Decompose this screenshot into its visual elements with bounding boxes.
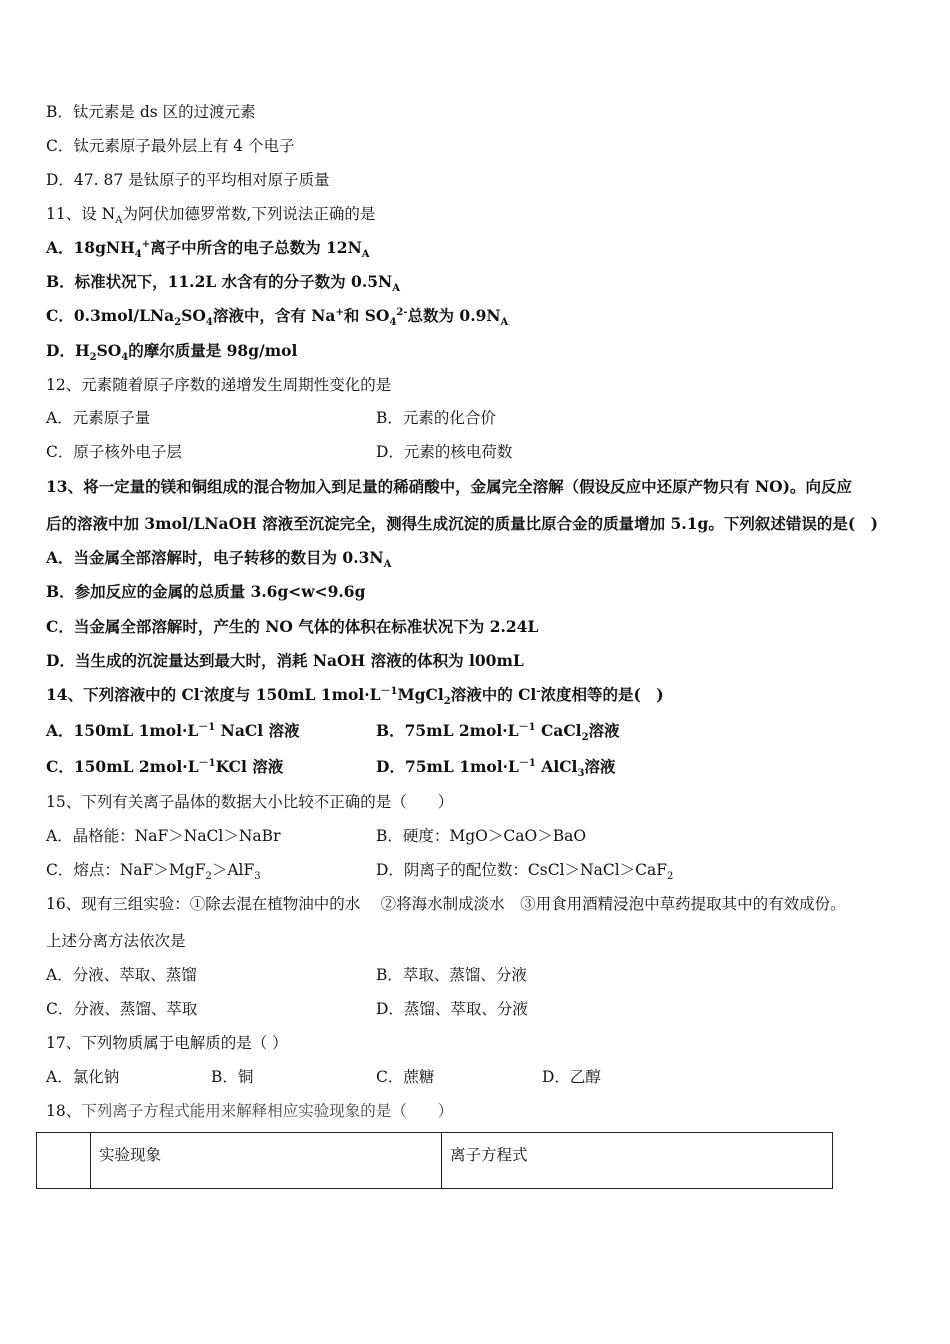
q17-stem: 17、下列物质属于电解质的是（ ）	[46, 1034, 288, 1052]
table-header-cell	[37, 1133, 91, 1189]
q15-option-c: C．熔点：NaF＞MgF$_2$＞AlF$_3$	[46, 861, 261, 883]
q12-option-c: C．原子核外电子层	[46, 443, 182, 461]
q12-stem: 12、元素随着原子序数的递增发生周期性变化的是	[46, 376, 392, 394]
q13-option-c: C．当金属全部溶解时，产生的 NO 气体的体积在标准状况下为 2.24L	[46, 617, 539, 636]
q14-option-d: D．75mL $1mol\cdot L^{-1}$ AlCl$_3$溶液	[376, 757, 616, 780]
q14-option-a: A．150mL $1mol\cdot L^{-1}$ NaCl 溶液	[46, 721, 300, 740]
table-row	[37, 1133, 833, 1189]
q11-option-b: B．标准状况下，11.2L 水含有的分子数为 $0.5N_A$	[46, 272, 400, 295]
q10-option-c: C．钛元素原子最外层上有 4 个电子	[46, 137, 295, 155]
q12-option-d: D．元素的核电荷数	[376, 443, 513, 461]
q10-option-d: D．47. 87 是钛原子的平均相对原子质量	[46, 171, 330, 189]
q12-option-b: B．元素的化合价	[376, 409, 496, 427]
q17-option-a: A．氯化钠	[46, 1068, 120, 1086]
q11-option-c: C．$0.3mol/LNa_2SO_4$溶液中，含有 Na+和 $SO_4^{2-}$总数为 $0.9N_A$	[46, 306, 509, 329]
q16-stem-line1: 16、现有三组实验：①除去混在植物油中的水 ②将海水制成淡水 ③用食用酒精浸泡中草药提取其中的有效成份。	[46, 895, 846, 913]
q18-stem: 18、下列离子方程式能用来解释相应实验现象的是（ ）	[46, 1102, 454, 1120]
q17-option-b: B．铜	[211, 1068, 254, 1086]
q12-option-a: A．元素原子量	[46, 409, 151, 427]
q15-stem: 15、下列有关离子晶体的数据大小比较不正确的是（ ）	[46, 793, 454, 811]
q13-option-b: B．参加反应的金属的总质量 3.6g<w<9.6g	[46, 582, 366, 601]
q14-stem: 14、下列溶液中的 Cl-浓度与 150mL $1mol\cdot L^{-1}MgCl_2$溶液中的 Cl-浓度相等的是( )	[46, 685, 664, 708]
table-header-cell: 实验现象	[91, 1133, 442, 1189]
q16-option-b: B．萃取、蒸馏、分液	[376, 966, 527, 984]
q16-option-a: A．分液、萃取、蒸馏	[46, 966, 197, 984]
q11-stem: 11、设 $N_A$为阿伏加德罗常数,下列说法正确的是	[46, 205, 376, 227]
q16-option-d: D．蒸馏、萃取、分液	[376, 1000, 528, 1018]
q10-option-b: B．钛元素是 ds 区的过渡元素	[46, 103, 256, 121]
q13-stem-line2: 后的溶液中加 3mol/LNaOH 溶液至沉淀完全，测得生成沉淀的质量比原合金的质量增加 5.1g。下列叙述错误的是( )	[46, 514, 878, 533]
q11-option-d: D．$H_2SO_4$的摩尔质量是 98g/mol	[46, 341, 298, 364]
q15-option-d: D．阴离子的配位数：CsCl＞NaCl＞CaF$_2$	[376, 861, 674, 883]
q15-option-a: A．晶格能：NaF＞NaCl＞NaBr	[46, 827, 281, 845]
q17-option-d: D．乙醇	[542, 1068, 601, 1086]
q17-option-c: C．蔗糖	[376, 1068, 435, 1086]
q16-stem-line2: 上述分离方法依次是	[46, 932, 186, 950]
table-header-cell: 离子方程式	[442, 1133, 833, 1189]
q14-option-b: B．75mL $2mol\cdot L^{-1}$ CaCl$_2$溶液	[376, 721, 620, 744]
q13-option-d: D．当生成的沉淀量达到最大时，消耗 NaOH 溶液的体积为 l00mL	[46, 651, 524, 670]
q14-option-c: C．150mL $2mol\cdot L^{-1}KCl$ 溶液	[46, 757, 284, 776]
q18-table	[36, 1132, 833, 1189]
q16-option-c: C．分液、蒸馏、萃取	[46, 1000, 198, 1018]
q13-option-a: A．当金属全部溶解时，电子转移的数目为 $0.3N_A$	[46, 548, 392, 571]
q13-stem-line1: 13、将一定量的镁和铜组成的混合物加入到足量的稀硝酸中，金属完全溶解（假设反应中还原产物只有 NO)。向反应	[46, 477, 852, 496]
q11-option-a: A．18gNH$_4$+离子中所含的电子总数为 $12N_A$	[46, 238, 370, 261]
q15-option-b: B．硬度：MgO＞CaO＞BaO	[376, 827, 587, 845]
